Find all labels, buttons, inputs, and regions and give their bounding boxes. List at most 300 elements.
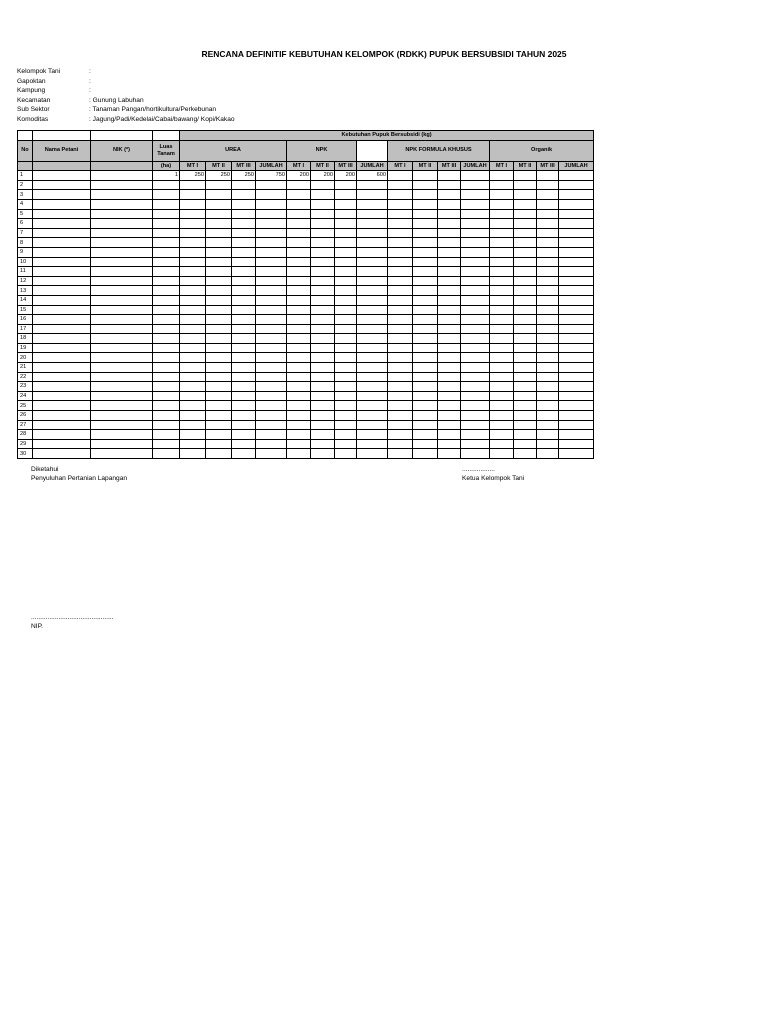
table-cell-value [287,190,311,200]
table-cell-value [388,219,413,229]
table-cell-value [153,228,180,238]
table-cell-value [388,334,413,344]
cell-nik [91,411,153,421]
table-cell-value [206,228,232,238]
table-cell-value [490,401,514,411]
table-cell-value [335,449,357,459]
table-cell-value [388,267,413,277]
signature-left [31,465,127,483]
cell-nik [91,276,153,286]
row-number: 26 [18,411,33,421]
table-cell-value [153,430,180,440]
table-cell-value [490,363,514,373]
table-cell-value [206,199,232,209]
cell-nama-petani [33,247,91,257]
table-cell-value [256,257,287,267]
table-cell-value [461,276,490,286]
table-cell-value [357,257,388,267]
table-row [18,439,594,449]
table-cell-value [311,401,335,411]
table-cell-value [461,228,490,238]
table-cell-value [287,334,311,344]
table-cell-value [490,267,514,277]
row-number: 18 [18,334,33,344]
table-cell-value [232,430,256,440]
table-cell-value [153,276,180,286]
table-cell-value [287,430,311,440]
header-mt-3: MT III [232,161,256,171]
table-cell-value [537,190,559,200]
table-cell-value [311,247,335,257]
table-cell-value [537,247,559,257]
table-cell-value [514,315,537,325]
info-label: Komoditas [17,115,49,123]
table-cell-value [559,315,594,325]
table-row [18,372,594,382]
cell-nama-petani [33,401,91,411]
row-number: 16 [18,315,33,325]
table-cell-value [206,324,232,334]
table-cell-value [256,247,287,257]
table-cell-value [287,401,311,411]
table-cell-value [357,324,388,334]
cell-nik [91,430,153,440]
table-cell-value [388,391,413,401]
table-cell-value [180,305,206,315]
table-cell-value [413,420,438,430]
table-cell-value [335,353,357,363]
table-cell-value [514,305,537,315]
cell-nama-petani [33,219,91,229]
table-cell-value [206,363,232,373]
table-cell-value [357,295,388,305]
table-cell-value [438,228,461,238]
table-cell-value [559,171,594,181]
cell-nama-petani [33,238,91,248]
table-cell-value [413,209,438,219]
table-cell-value [388,228,413,238]
table-cell-value [461,372,490,382]
table-cell-value [357,334,388,344]
table-cell-value [287,228,311,238]
table-cell-value [206,305,232,315]
cell-nama-petani [33,305,91,315]
info-value: : [89,68,91,75]
table-cell-value [413,247,438,257]
table-cell-value [256,286,287,296]
row-number: 9 [18,247,33,257]
cell-nama-petani [33,353,91,363]
cell-nik [91,238,153,248]
table-cell-value [537,401,559,411]
table-cell-value [232,363,256,373]
row-number: 21 [18,363,33,373]
table-cell-value [153,219,180,229]
table-cell-value [559,228,594,238]
table-cell-value [232,372,256,382]
table-cell-value [287,238,311,248]
table-cell-value [256,353,287,363]
table-cell-value [232,247,256,257]
table-cell-value [490,219,514,229]
table-cell-value [413,171,438,181]
table-cell-value [413,286,438,296]
table-cell-value [287,295,311,305]
table-cell-value [232,190,256,200]
table-cell-value [256,180,287,190]
table-cell-value [232,449,256,459]
table-cell-value [153,238,180,248]
table-cell-value [413,411,438,421]
table-cell-value [256,420,287,430]
cell-nik [91,219,153,229]
table-cell-value [537,219,559,229]
table-cell-value [153,449,180,459]
table-cell-value [514,401,537,411]
table-cell-value [559,276,594,286]
cell-nama-petani [33,391,91,401]
table-cell-value [537,363,559,373]
table-cell-value [206,372,232,382]
table-cell-value [256,209,287,219]
table-cell-value [559,439,594,449]
header-jumlah: JUMLAH [461,161,490,171]
table-cell-value [537,267,559,277]
table-cell-value [335,430,357,440]
cell-nama-petani [33,420,91,430]
table-cell-value [559,286,594,296]
cell-nik [91,199,153,209]
row-number: 3 [18,190,33,200]
table-cell-value [311,209,335,219]
table-cell-value [311,257,335,267]
cell-nama-petani [33,449,91,459]
table-cell-value [335,334,357,344]
cell-nik [91,391,153,401]
table-cell-value [388,411,413,421]
row-number: 28 [18,430,33,440]
table-cell-value [559,267,594,277]
table-cell-value [153,180,180,190]
table-cell-value [357,430,388,440]
table-cell-value [311,430,335,440]
table-cell-value [413,219,438,229]
table-cell-value [388,315,413,325]
table-cell-value [438,199,461,209]
table-cell-value [335,305,357,315]
table-cell-value [232,315,256,325]
table-cell-value [413,334,438,344]
table-body [18,171,594,459]
row-number: 15 [18,305,33,315]
info-value: : [89,87,91,94]
table-cell-value [537,334,559,344]
table-cell-value [413,276,438,286]
table-cell-value [335,382,357,392]
header-luas-tanam: Luas Tanam [153,140,180,161]
table-cell-value [514,343,537,353]
table-cell-value [413,257,438,267]
table-cell-value [206,439,232,449]
table-cell-value [438,411,461,421]
table-cell-value [413,439,438,449]
cell-nama-petani [33,276,91,286]
table-cell-value [438,363,461,373]
table-cell-value [514,180,537,190]
table-cell-value [153,209,180,219]
table-cell-value: 250 [232,171,256,181]
signature-left-title: Penyuluhan Pertanian Lapangan [31,475,128,482]
table-cell-value [311,420,335,430]
table-cell-value [514,199,537,209]
table-cell-value [311,199,335,209]
table-cell-value [206,449,232,459]
table-cell-value [490,199,514,209]
table-row [18,411,594,421]
cell-nik [91,267,153,277]
table-cell-value [438,343,461,353]
cell-nama-petani [33,199,91,209]
table-cell-value [461,420,490,430]
table-cell-value [514,439,537,449]
rdkk-table [17,130,594,459]
table-cell-value [232,411,256,421]
table-cell-value [461,305,490,315]
table-row [18,180,594,190]
table-cell-value [438,180,461,190]
row-number: 8 [18,238,33,248]
cell-nama-petani [33,324,91,334]
table-row [18,343,594,353]
header-mt-1: MT I [287,161,311,171]
table-cell-value [388,305,413,315]
table-cell-value [490,276,514,286]
table-cell-value [287,219,311,229]
header-blank [18,161,33,171]
table-cell-value [537,286,559,296]
cell-nik [91,286,153,296]
cell-nik [91,180,153,190]
row-number: 10 [18,257,33,267]
table-cell-value [559,219,594,229]
table-cell-value [311,315,335,325]
table-cell-value [287,286,311,296]
table-cell-value [413,238,438,248]
table-cell-value [537,430,559,440]
cell-nama-petani [33,363,91,373]
table-cell-value [559,382,594,392]
table-cell-value [413,180,438,190]
table-cell-value [180,372,206,382]
table-row [18,420,594,430]
table-cell-value [335,257,357,267]
table-row [18,228,594,238]
table-cell-value [335,219,357,229]
table-cell-value [287,363,311,373]
table-cell-value [357,238,388,248]
row-number: 23 [18,382,33,392]
table-cell-value [287,199,311,209]
cell-nik [91,324,153,334]
table-cell-value [335,199,357,209]
table-cell-value [206,286,232,296]
table-cell-value [206,420,232,430]
table-cell-value [438,219,461,229]
table-cell-value [514,353,537,363]
cell-nik [91,305,153,315]
table-cell-value [490,295,514,305]
table-cell-value [559,391,594,401]
table-cell-value [206,190,232,200]
table-cell-value [490,334,514,344]
table-cell-value [438,257,461,267]
table-cell-value [153,411,180,421]
cell-nama-petani [33,228,91,238]
table-cell-value [287,180,311,190]
table-cell-value [180,276,206,286]
table-cell-value [388,209,413,219]
row-number: 20 [18,353,33,363]
table-cell-value [357,219,388,229]
cell-nik [91,353,153,363]
table-cell-value [335,420,357,430]
header-group-urea: UREA [180,140,287,161]
table-row [18,286,594,296]
table-cell-value [413,430,438,440]
table-cell-value [256,305,287,315]
table-cell-value [335,411,357,421]
table-cell-value [335,315,357,325]
row-number: 14 [18,295,33,305]
table-cell-value [514,295,537,305]
table-cell-value [461,209,490,219]
table-cell-value [559,180,594,190]
table-cell-value [311,363,335,373]
table-cell-value [490,209,514,219]
table-cell-value [461,382,490,392]
table-cell-value [206,343,232,353]
header-group-npk-formula-khusus: NPK FORMULA KHUSUS [388,140,490,161]
cell-nama-petani [33,334,91,344]
table-cell-value [461,343,490,353]
table-cell-value [180,353,206,363]
table-cell-value [232,180,256,190]
header-jumlah: JUMLAH [256,161,287,171]
table-cell-value [153,305,180,315]
table-cell-value [413,305,438,315]
table-cell-value [311,305,335,315]
table-cell-value [413,324,438,334]
table-row [18,324,594,334]
table-cell-value [438,209,461,219]
table-cell-value [490,257,514,267]
table-cell-value [388,343,413,353]
table-cell-value [559,190,594,200]
header-mt-1: MT I [180,161,206,171]
table-row [18,382,594,392]
table-cell-value [388,199,413,209]
header-mt-2: MT II [311,161,335,171]
signature-bottom-line: ............................................. [31,614,114,621]
table-row [18,209,594,219]
table-cell-value [357,190,388,200]
table-cell-value [287,267,311,277]
table-cell-value [438,315,461,325]
table-cell-value [388,276,413,286]
table-cell-value [413,267,438,277]
table-row [18,401,594,411]
table-cell-value [438,430,461,440]
header-row-groups [18,140,594,161]
header-group-organik: Organik [490,140,594,161]
table-row [18,257,594,267]
table-cell-value [153,315,180,325]
table-cell-value [180,439,206,449]
table-cell-value [559,257,594,267]
table-cell-value [311,295,335,305]
row-number: 17 [18,324,33,334]
cell-nik [91,449,153,459]
table-cell-value [514,363,537,373]
table-cell-value [388,286,413,296]
table-cell-value [206,315,232,325]
info-row-komoditas [17,115,235,125]
table-cell-value [413,228,438,238]
info-label: Kelompok Tani [17,68,61,75]
table-cell-value [335,363,357,373]
table-cell-value [335,343,357,353]
table-cell-value [438,439,461,449]
table-cell-value [537,420,559,430]
table-cell-value [357,401,388,411]
table-cell-value [153,343,180,353]
table-cell-value [232,391,256,401]
cell-nik [91,334,153,344]
table-cell-value [153,391,180,401]
table-cell-value [256,295,287,305]
table-cell-value [388,382,413,392]
table-cell-value [256,267,287,277]
table-cell-value [490,382,514,392]
row-number: 13 [18,286,33,296]
table-cell-value [537,324,559,334]
cell-nik [91,228,153,238]
header-blank [153,131,180,141]
table-cell-value [490,238,514,248]
cell-nik [91,372,153,382]
table-cell-value [357,228,388,238]
table-cell-value [311,334,335,344]
row-number: 4 [18,199,33,209]
table-cell-value [206,219,232,229]
table-cell-value [388,401,413,411]
table-cell-value [514,190,537,200]
table-cell-value [537,209,559,219]
info-value: : Tanaman Pangan/hortikultura/Perkebunan [89,106,217,113]
table-cell-value [256,343,287,353]
header-blank [357,140,388,161]
table-cell-value [357,305,388,315]
table-cell-value [311,353,335,363]
header-luas-unit: (ha) [153,161,180,171]
table-cell-value [232,257,256,267]
table-row [18,363,594,373]
table-cell-value [232,286,256,296]
cell-nik [91,420,153,430]
cell-nama-petani [33,180,91,190]
table-cell-value [537,449,559,459]
table-row [18,190,594,200]
